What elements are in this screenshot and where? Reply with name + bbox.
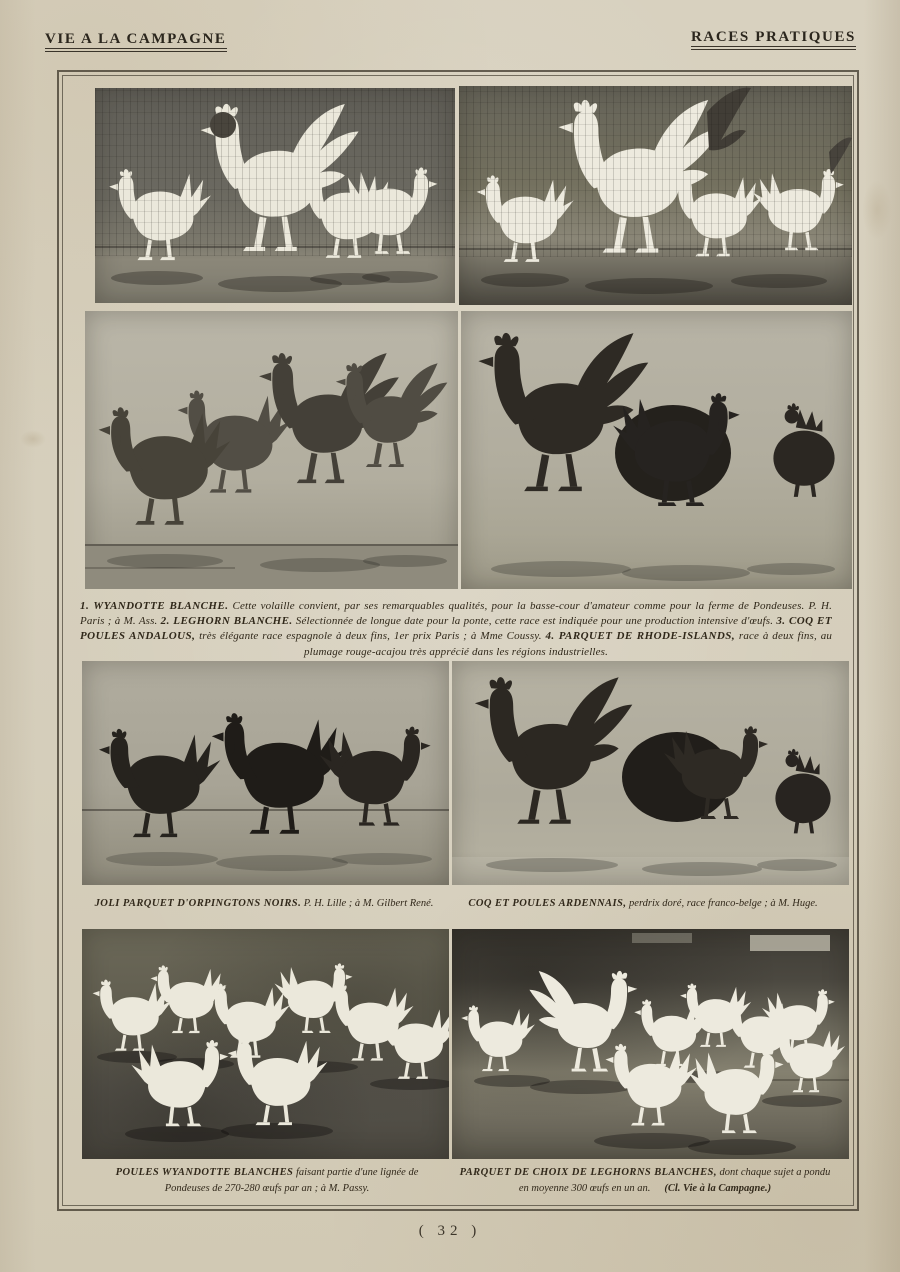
- caption-segment: Sélectionnée de longue date pour la ponte, cette race est indiquée pour une production intensive d'œufs.: [292, 615, 777, 628]
- caption-segment: très élégante race espagnole à deux fins, 1er prix Paris ; à Mme Coussy.: [195, 630, 546, 643]
- photo-coq-poules-ardennais: [452, 661, 849, 885]
- paper-stain: [862, 180, 892, 240]
- caption-text: perdrix doré, race franco-belge ; à M. Huge.: [626, 898, 818, 909]
- caption-title: PARQUET DE CHOIX DE LEGHORNS BLANCHES,: [459, 1167, 717, 1178]
- caption-segment: 3. COQ ET POULES ANDALOUS,: [80, 615, 832, 643]
- caption-text: faisant partie d'une lignée de Pondeuses de 270-280 œufs par an ; à M. Passy.: [164, 1167, 419, 1194]
- chicken-illustration: [452, 929, 849, 1159]
- caption-segment: 2. LEGHORN BLANCHE.: [160, 615, 293, 628]
- caption-text: P. H. Lille ; à M. Gilbert René.: [301, 898, 434, 909]
- page-number: ( 32 ): [418, 1223, 482, 1239]
- photo-parquet-rhode-islands: [461, 311, 852, 589]
- photo-wyandotte-blanche-cage: [95, 88, 455, 303]
- photo-parquet-leghorns-blanches: [452, 929, 849, 1159]
- caption-title: COQ ET POULES ARDENNAIS,: [468, 898, 627, 909]
- caption-title: JOLI PARQUET D'ORPINGTONS NOIRS.: [94, 898, 302, 909]
- caption-segment: 4. PARQUET DE RHODE-ISLANDS,: [545, 630, 736, 643]
- photo-leghorn-blanche-cage: [459, 86, 852, 305]
- caption-orpingtons-noirs: [80, 896, 454, 912]
- photo-orpingtons-noirs: [82, 661, 449, 885]
- caption-ardennais: [454, 896, 832, 912]
- paper-stain: [20, 430, 46, 448]
- chicken-illustration: [459, 86, 852, 305]
- section-title: [691, 29, 856, 46]
- photo-poules-wyandotte-blanches: [82, 929, 449, 1159]
- photo-coq-poules-andalous: [85, 311, 458, 589]
- caption-title: POULES WYANDOTTE BLANCHES: [115, 1167, 294, 1178]
- photo-credit: (Cl. Vie à la Campagne.): [664, 1182, 772, 1194]
- chicken-illustration: [85, 311, 458, 589]
- caption-wyandotte-pondeuses: [80, 1165, 454, 1197]
- caption-leghorns-choix: [454, 1165, 832, 1197]
- chicken-illustration: [82, 929, 449, 1159]
- magazine-title: [45, 31, 227, 48]
- caption-segment: race à deux fins, au plumage rouge-acajou très apprécié dans les régions industrielles.: [303, 630, 832, 658]
- caption-segment: Cette volaille convient, par ses remarquables qualités, pour la basse-cour d'amateur comme pour la ferme de Pondeuses. P. H. Paris ; à M. Ass.: [80, 600, 832, 628]
- magazine-title-text: VIE A LA CAMPAGNE: [45, 31, 227, 52]
- caption-text: dont chaque sujet a pondu en moyenne 300 œufs en un an.: [518, 1167, 831, 1194]
- chicken-illustration: [95, 88, 455, 303]
- section-title-text: RACES PRATIQUES: [691, 29, 856, 50]
- chicken-illustration: [461, 311, 852, 589]
- captions-row-3: [80, 896, 832, 912]
- chicken-illustration: [452, 661, 849, 885]
- plate-caption: [80, 599, 832, 660]
- chicken-illustration: [82, 661, 449, 885]
- caption-segment: 1. WYANDOTTE BLANCHE.: [80, 600, 229, 612]
- captions-row-4: [80, 1165, 832, 1197]
